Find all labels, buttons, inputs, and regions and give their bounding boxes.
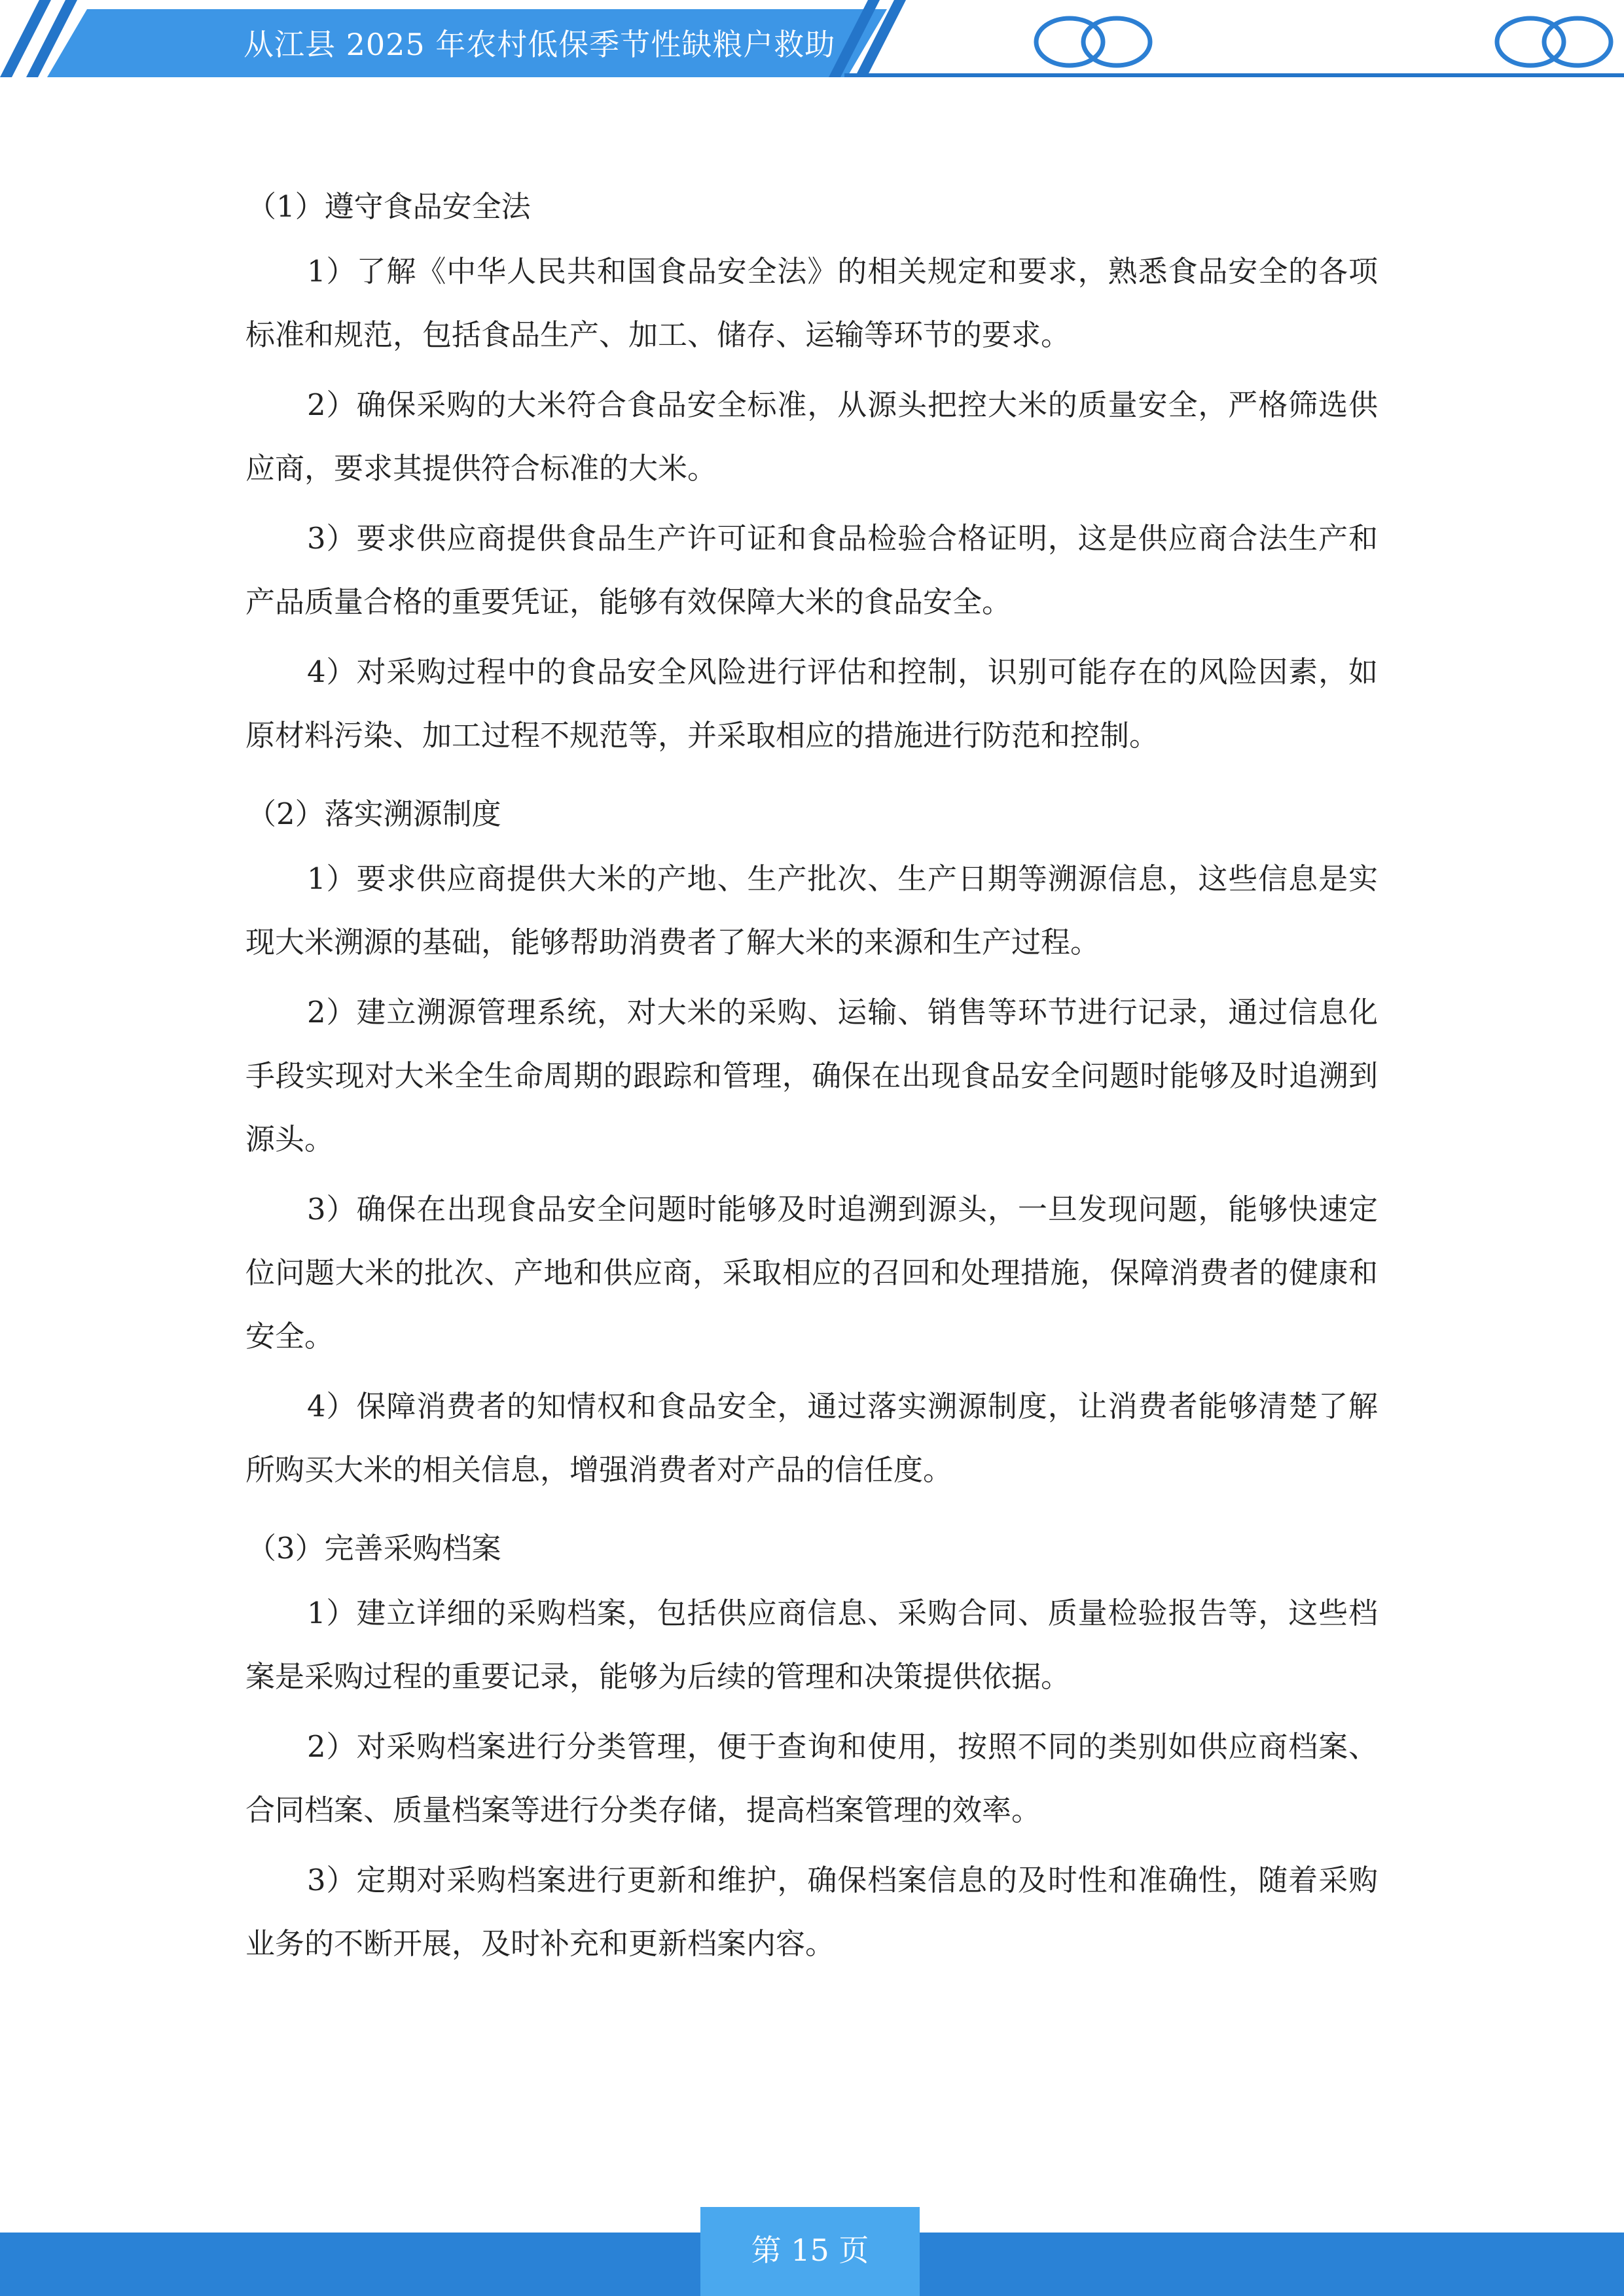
paragraph: 2）对采购档案进行分类管理，便于查询和使用，按照不同的类别如供应商档案、合同档案、质量档案等进行分类存储，提高档案管理的效率。 <box>245 1729 1378 1827</box>
paragraph: 2）建立溯源管理系统，对大米的采购、运输、销售等环节进行记录，通过信息化手段实现对大米全生命周期的跟踪和管理，确保在出现食品安全问题时能够及时追溯到源头。 <box>245 995 1378 1157</box>
page-header <box>0 0 1624 85</box>
header-rule <box>844 73 1624 77</box>
paragraph: 3）定期对采购档案进行更新和维护，确保档案信息的及时性和准确性，随着采购业务的不断开展，及时补充和更新档案内容。 <box>245 1863 1378 1961</box>
paragraph: 2）确保采购的大米符合食品安全标准，从源头把控大米的质量安全，严格筛选供应商，要求其提供符合标准的大米。 <box>245 387 1378 486</box>
section-heading: （3）完善采购档案 <box>247 1531 501 1566</box>
section-heading: （2）落实溯源制度 <box>247 797 501 831</box>
section-traceability <box>245 797 1378 1501</box>
paragraph: 1）要求供应商提供大米的产地、生产批次、生产日期等溯源信息，这些信息是实现大米溯源的基础，能够帮助消费者了解大米的来源和生产过程。 <box>245 861 1378 960</box>
section-heading: （1）遵守食品安全法 <box>247 189 531 224</box>
header-title: 从江县 2025 年农村低保季节性缺粮户救助 <box>244 27 836 62</box>
page-number-box <box>700 2207 920 2296</box>
document-body <box>245 190 1378 2005</box>
paragraph: 1）建立详细的采购档案，包括供应商信息、采购合同、质量检验报告等，这些档案是采购过程的重要记录，能够为后续的管理和决策提供依据。 <box>245 1596 1378 1694</box>
section-food-safety-law <box>245 190 1378 767</box>
paragraph: 3）要求供应商提供食品生产许可证和食品检验合格证明，这是供应商合法生产和产品质量合格的重要凭证，能够有效保障大米的食品安全。 <box>245 521 1378 619</box>
rings-icon <box>1497 18 1611 65</box>
paragraph: 3）确保在出现食品安全问题时能够及时追溯到源头，一旦发现问题，能够快速定位问题大米的批次、产地和供应商，采取相应的召回和处理措施，保障消费者的健康和安全。 <box>245 1192 1378 1354</box>
paragraph: 1）了解《中华人民共和国食品安全法》的相关规定和要求，熟悉食品安全的各项标准和规范，包括食品生产、加工、储存、运输等环节的要求。 <box>245 254 1378 352</box>
page-number: 第 15 页 <box>751 2233 869 2268</box>
section-procurement-archive <box>245 1532 1378 1975</box>
paragraph: 4）保障消费者的知情权和食品安全，通过落实溯源制度，让消费者能够清楚了解所购买大米的相关信息，增强消费者对产品的信任度。 <box>245 1389 1378 1487</box>
paragraph: 4）对采购过程中的食品安全风险进行评估和控制，识别可能存在的风险因素，如原材料污染、加工过程不规范等，并采取相应的措施进行防范和控制。 <box>245 655 1378 753</box>
rings-icon <box>1036 18 1150 65</box>
